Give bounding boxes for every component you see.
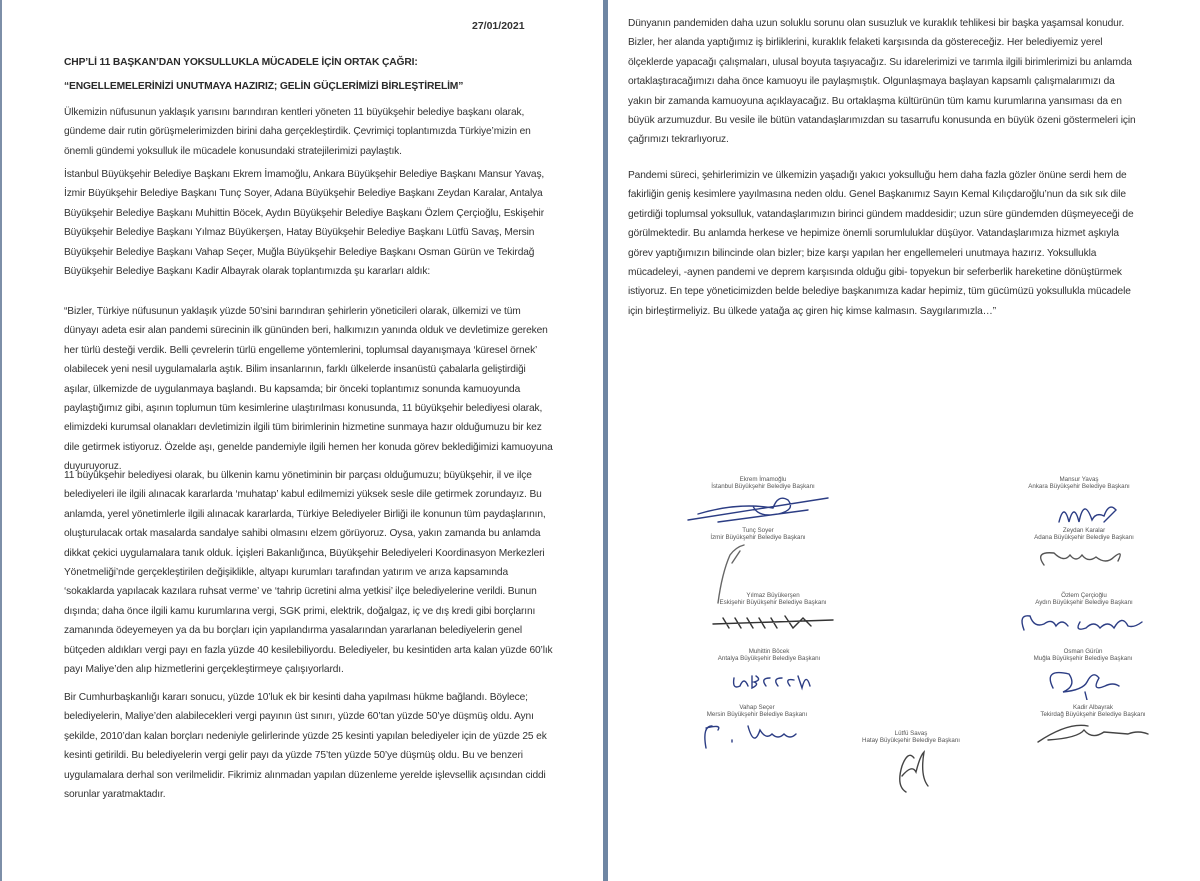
signature-name: Muhittin Böcek bbox=[748, 648, 790, 655]
page-1 bbox=[2, 0, 603, 881]
signature-name: Özlem Çerçioğlu bbox=[1061, 592, 1107, 599]
signature-secer bbox=[672, 704, 842, 752]
document-subheading: “ENGELLEMELERİNİZİ UNUTMAYA HAZIRIZ; GELİN GÜÇLERİMİZİ BİRLEŞTİRELİM” bbox=[64, 81, 464, 92]
signature-title: İzmir Büyükşehir Belediye Başkanı bbox=[710, 534, 806, 541]
signature-cercioglu bbox=[1004, 592, 1164, 636]
signature-imamoglu bbox=[678, 476, 848, 526]
signature-name: Tunç Soyer bbox=[742, 527, 774, 534]
signature-title: Antalya Büyükşehir Belediye Başkanı bbox=[717, 655, 821, 662]
signature-title: Mersin Büyükşehir Belediye Başkanı bbox=[706, 711, 808, 718]
signature-mark bbox=[1004, 608, 1164, 636]
paragraph-drought: Dünyanın pandemiden daha uzun soluklu sorunu olan susuzluk ve kuraklık tehlikesi bir başka yaşamsal konudur. Bizler, her alanda yaptığımız iş birliklerini, kuraklık felaketi karşısında da göstereceğiz. Her belediyemiz yerel ölçeklerde yapacağı çalışmaları, ulusal boyuta taşıyacağız. Su idarelerimizi ve tarımla ilgili birimlerimizi bu anlamda ortaklaştıracağımızı daha önce kamuoyu ile paylaşmıştık. Olgunlaşmaya başlayan kapsamlı çalışmalarımızı da yakın bir zamanda kamuoyuna açıklayacağız. Bu ortaklaşma kültürünün tüm kamu kurumlarına yansıması da en büyük arzumuzdur. Bu vesile ile bütün vatandaşlarımızdan su tasarrufu konusunda en büyük özeni göstermeleri için çağrımızı tekrarlıyoruz. bbox=[628, 18, 1136, 146]
signature-name: Zeydan Karalar bbox=[1062, 527, 1106, 534]
signature-buyukersen bbox=[693, 592, 853, 632]
signature-savas bbox=[836, 730, 986, 796]
signature-name: Kadir Albayrak bbox=[1073, 704, 1113, 711]
document-date: 27/01/2021 bbox=[472, 20, 525, 32]
signature-name: Vahap Seçer bbox=[739, 704, 775, 711]
signature-name: Osman Gürün bbox=[1063, 648, 1103, 655]
signature-name: Lütfü Savaş bbox=[894, 730, 928, 737]
paragraph-statement-1: “Bizler, Türkiye nüfusunun yaklaşık yüzde 50’sini barındıran şehirlerin yöneticileri olarak, ülkemizi ve tüm dünyayı adeta esir alan pandemi sürecinin ilk gününden beri, halkımızın yanında olduk ve devletimize gereken her türlü desteği verdik. Belli çevrelerin türlü engelleme yöntemlerini, toplumsal dayanışmaya ‘küresel örnek’ olabilecek yeni nesil uygulamalarla aştık. Bilim insanlarının, farklı ülkelerde insanüstü çabalarla geliştirdiği aşılar, ülkemizde de uygulanmaya başlandı. Bu kapsamda; bir önceki toplantımız sonunda kamuoyunda paylaştığımız gibi, aşının toplumun tüm kesimlerine ulaştırılması konusunda, 11 büyükşehir belediyesi olarak, elimizdeki kurumsal olanakları devletimizin ilgili tüm birimlerinin hizmetine sunmaya hazır olduğumuzu bir kez dile getirmek istiyoruz. Özelde aşı, genelde pandemiyle ilgili hemen her konuda görev beklediğimizi kamuoyuna duyuruyoruz. bbox=[64, 306, 553, 473]
signature-mark bbox=[1014, 543, 1154, 571]
signature-karalar bbox=[1014, 527, 1154, 571]
signature-mark bbox=[672, 720, 842, 752]
signature-mark bbox=[678, 492, 848, 526]
signature-yavas bbox=[1004, 476, 1154, 528]
signature-title: Tekirdağ Büyükşehir Belediye Başkanı bbox=[1040, 711, 1146, 718]
signature-title: İstanbul Büyükşehir Belediye Başkanı bbox=[711, 483, 815, 490]
document-heading: CHP’Lİ 11 BAŞKAN’DAN YOKSULLUKLA MÜCADELE İÇİN ORTAK ÇAĞRI: bbox=[64, 57, 418, 68]
signature-bocek bbox=[694, 648, 844, 694]
paragraph-poverty: Pandemi süreci, şehirlerimizin ve ülkemizin yaşadığı yakıcı yoksulluğu hem daha fazla gözler önüne serdi hem de fakirliğin geniş kesimlere yayılmasına neden oldu. Genel Başkanımız Sayın Kemal Kılıçdaroğlu’nun da sık sık dile getirdiği toplumsal yoksulluk, vatandaşlarımızın birinci gündem maddesidir; uzun süre gündemden düşmeyeceği de görülmektedir. Bu anlamda herkese ve hepimize önemli sorumluluklar düşüyor. Vatandaşlarımıza hizmet aşkıyla görev yaptığımızın bilincinde olan bizler; bize karşı yapılan her engellemeleri unutmaya hazırız. Yoksullukla mücadeleyi, -aynen pandemi ve deprem karşısında olduğu gibi- topyekun bir seferberlik hareketine dönüştürmek istiyoruz. En tepe yöneticimizden belde belediye başkanımıza kadar hepimiz, tüm gücümüzü yoksullukla mücadele için birleştirmeliyiz. Bu ülkede yatağa aç giren hiç kimse kalmasın. Saygılarımızla…” bbox=[628, 170, 1134, 317]
signature-mark bbox=[836, 746, 986, 796]
signature-mark bbox=[1004, 492, 1154, 528]
signature-name: Yılmaz Büyükerşen bbox=[746, 592, 800, 599]
signature-mark bbox=[1008, 720, 1178, 746]
paragraph-statement-3: Bir Cumhurbaşkanlığı kararı sonucu, yüzde 10’luk ek bir kesinti daha yapılması hükme bağlandı. Böylece; belediyelerin, Maliye’den alabilecekleri vergi payının üst sınırı, yüzde 60’tan yüzde 50’ye düşmüş oldu. Aynı şekilde, 2010’dan kalan borçları nedeniyle gelirlerinde yüzde 25 kesinti yapılan belediyeler için de yüzde 25 ek kesinti getirildi. Bu belediyelerin vergi gelir payı da yüzde 75’ten yüzde 50’ye düşmüş oldu. Bu ve benzeri uygulamalara derhal son verilmelidir. Fikrimiz alınmadan yapılan düzenleme yerelde işlevsellik açısından ciddi sorunlar yaratmaktadır. bbox=[64, 692, 547, 801]
signature-albayrak bbox=[1008, 704, 1178, 746]
signatures-block bbox=[608, 470, 1200, 800]
signature-mark bbox=[693, 608, 853, 632]
paragraph-intro: Ülkemizin nüfusunun yaklaşık yarısını barındıran kentleri yöneten 11 büyükşehir belediye başkanı olarak, gündeme dair rutin görüşmelerimizden birini daha gerçekleştirdik. Çevrimiçi toplantımızda Türkiye’mizin en önemli gündemi yoksulluk ile mücadele konusundaki stratejilerimizi paylaştık. bbox=[64, 107, 531, 157]
signature-title: Aydın Büyükşehir Belediye Başkanı bbox=[1035, 599, 1133, 606]
signature-title: Hatay Büyükşehir Belediye Başkanı bbox=[861, 737, 961, 744]
page-2 bbox=[608, 0, 1200, 881]
signature-title: Eskişehir Büyükşehir Belediye Başkanı bbox=[719, 599, 827, 606]
signature-title: Adana Büyükşehir Belediye Başkanı bbox=[1034, 534, 1134, 541]
signature-name: Mansur Yavaş bbox=[1059, 476, 1099, 483]
signature-mark bbox=[1013, 664, 1153, 700]
signature-mark bbox=[694, 664, 844, 694]
signature-title: Muğla Büyükşehir Belediye Başkanı bbox=[1033, 655, 1133, 662]
signature-name: Ekrem İmamoğlu bbox=[739, 476, 787, 483]
signature-title: Ankara Büyükşehir Belediye Başkanı bbox=[1028, 483, 1130, 490]
paragraph-participants: İstanbul Büyükşehir Belediye Başkanı Ekrem İmamoğlu, Ankara Büyükşehir Belediye Başkanı Mansur Yavaş, İzmir Büyükşehir Belediye Başkanı Tunç Soyer, Adana Büyükşehir Belediye Başkanı Zeydan Karalar, Antalya Büyükşehir Belediye Başkanı Muhittin Böcek, Aydın Büyükşehir Belediye Başkanı Özlem Çerçioğlu, Eskişehir Büyükşehir Belediye Başkanı Yılmaz Büyükerşen, Hatay Büyükşehir Belediye Başkanı Lütfü Savaş, Mersin Büyükşehir Belediye Başkanı Vahap Seçer, Muğla Büyükşehir Belediye Başkanı Osman Gürün ve Tekirdağ Büyükşehir Belediye Başkanı Kadir Albayrak olarak toplantımızda şu kararları aldık: bbox=[64, 169, 545, 278]
signature-gurun bbox=[1013, 648, 1153, 700]
paragraph-statement-2: 11 büyükşehir belediyesi olarak, bu ülkenin kamu yönetiminin bir parçası olduğumuzu; büyükşehir, il ve ilçe belediyeleri ile ilgili alınacak kararlarda ‘muhatap’ kabul edilmemizi yüksek sesle dile getirmek zorundayız. Bu anlamda, yerel yönetimlerle ilgili alınacak kararlarda, Türkiye Belediyeler Birliği ile konunun tüm paydaşlarının, oluşturulacak ortak masalarda sandalye sahibi olmasını elzem görüyoruz. Oysa, yakın zamanda bu anlamda dikkat çekici uygulamalara tanık olduk. İçişleri Bakanlığınca, Büyükşehir Belediyeleri Koordinasyon Merkezleri Yönetmeliği’nde gerçekleştirilen değişiklikle, altyapı kurumları tarafından yatırım ve arıza kapsamında ‘sokaklarda yapılacak kazılara ruhsat verme’ ve ‘tahrip ücretini alma yetkisi’ ilçe belediyelerine verildi. Bunun dışında; daha önce ilgili kamu kurumlarına vergi, SGK primi, elektrik, doğalgaz, iç ve dış kredi gibi borçlarını zamanında ödeyemeyen ya da bu borçları için yapılandırma yasalarından yararlanan belediyelerin genel bütçeden aldıkları vergi payı en fazla yüzde 40 kesilebiliyordu. Belediyeler, bu kesintiden arta kalan yüzde 60’lık payı Maliye’den alıp hizmetlerini gerçekleştirmeye çalışıyorlardı. bbox=[64, 470, 553, 676]
